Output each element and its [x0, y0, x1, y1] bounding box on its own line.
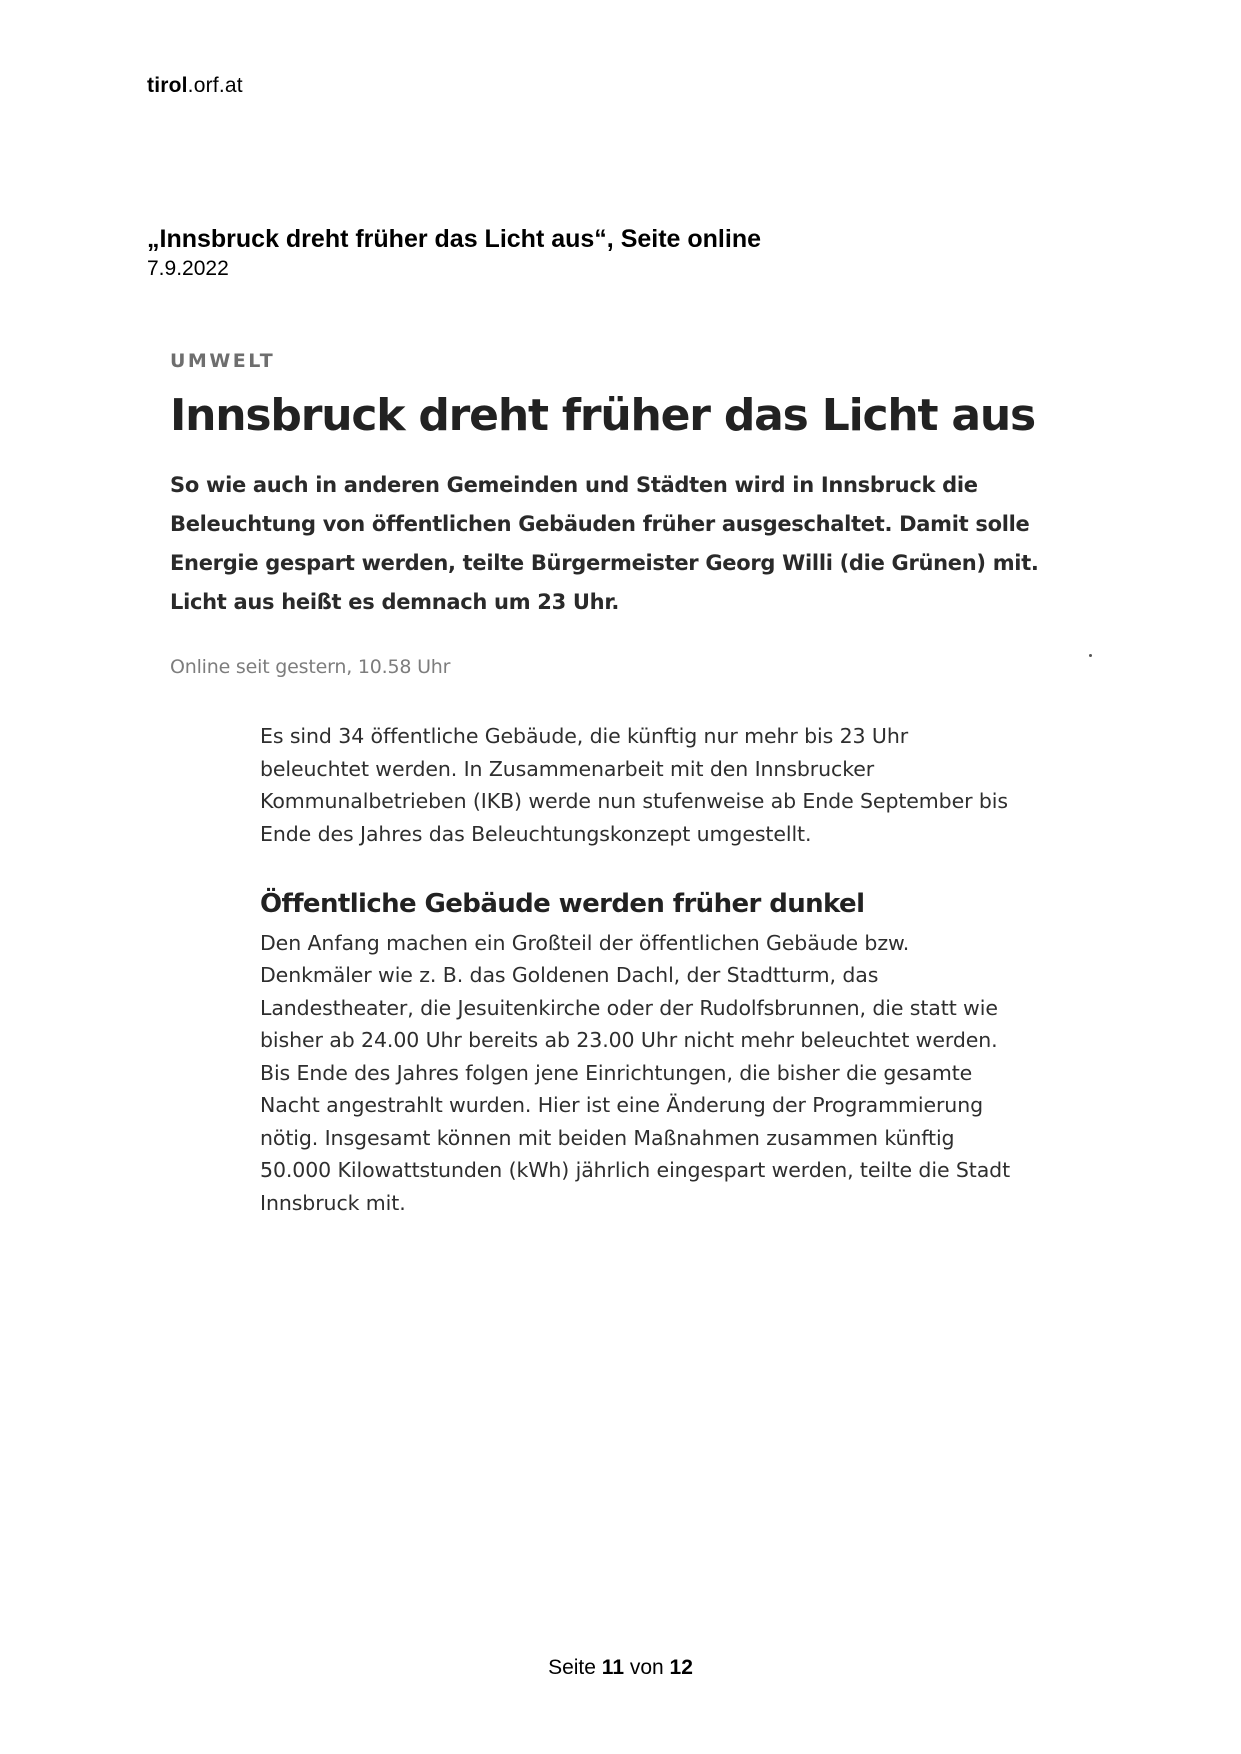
article-subheading: Öffentliche Gebäude werden früher dunkel [260, 889, 865, 920]
site-name-domain: .orf.at [187, 74, 243, 97]
document-date: 7.9.2022 [147, 257, 229, 280]
article-meta [170, 656, 1100, 682]
article-headline: Innsbruck dreht früher das Licht aus [170, 390, 1036, 441]
article-lead: So wie auch in anderen Gemeinden und Städten wird in Innsbruck die Beleuchtung von öffentlichen Gebäuden früher ausgeschaltet. Damit solle Energie gespart werden, teilte Bürgermeister Georg Willi (die Grünen) mit. Licht aus heißt es demnach um 23 Uhr. [170, 473, 1039, 615]
current-page-number: 11 [601, 1656, 624, 1679]
article-category: UMWELT [170, 350, 276, 372]
page-footer [0, 1656, 1241, 1680]
site-header [147, 74, 243, 98]
article-body [260, 720, 1020, 1219]
page-label: Seite [548, 1656, 596, 1679]
scan-artifact-dot [1089, 654, 1092, 657]
body-paragraph-1: Es sind 34 öffentliche Gebäude, die künftig nur mehr bis 23 Uhr beleuchtet werden. In Zusammenarbeit mit den Innsbrucker Kommunalbetrieben (IKB) werde nun stufenweise ab Ende September bis Ende des Jahres das Beleuchtungskonzept umgestellt. [260, 724, 1008, 846]
total-page-count: 12 [669, 1656, 693, 1679]
online-timestamp: Online seit gestern, 10.58 Uhr [170, 656, 451, 679]
body-paragraph-2: Den Anfang machen ein Großteil der öffentlichen Gebäude bzw. Denkmäler wie z. B. das Goldenen Dachl, der Stadtturm, das Landestheater, die Jesuitenkirche oder der Rudolfsbrunnen, die statt wie bisher ab 24.00 Uhr bereits ab 23.00 Uhr nicht mehr beleuchtet werden. Bis Ende des Jahres folgen jene Einrichtungen, die bisher die gesamte Nacht angestrahlt wurden. Hier ist eine Änderung der Programmierung nötig. Insgesamt können mit beiden Maßnahmen zusammen künftig 50.000 Kilowattstunden (kWh) jährlich eingespart werden, teilte die Stadt Innsbruck mit. [260, 930, 1011, 1215]
document-title: „Innsbruck dreht früher das Licht aus“, Seite online [147, 225, 762, 253]
article-clipping [170, 350, 1100, 1219]
site-name-bold: tirol [147, 74, 188, 97]
page-separator: von [629, 1656, 664, 1679]
